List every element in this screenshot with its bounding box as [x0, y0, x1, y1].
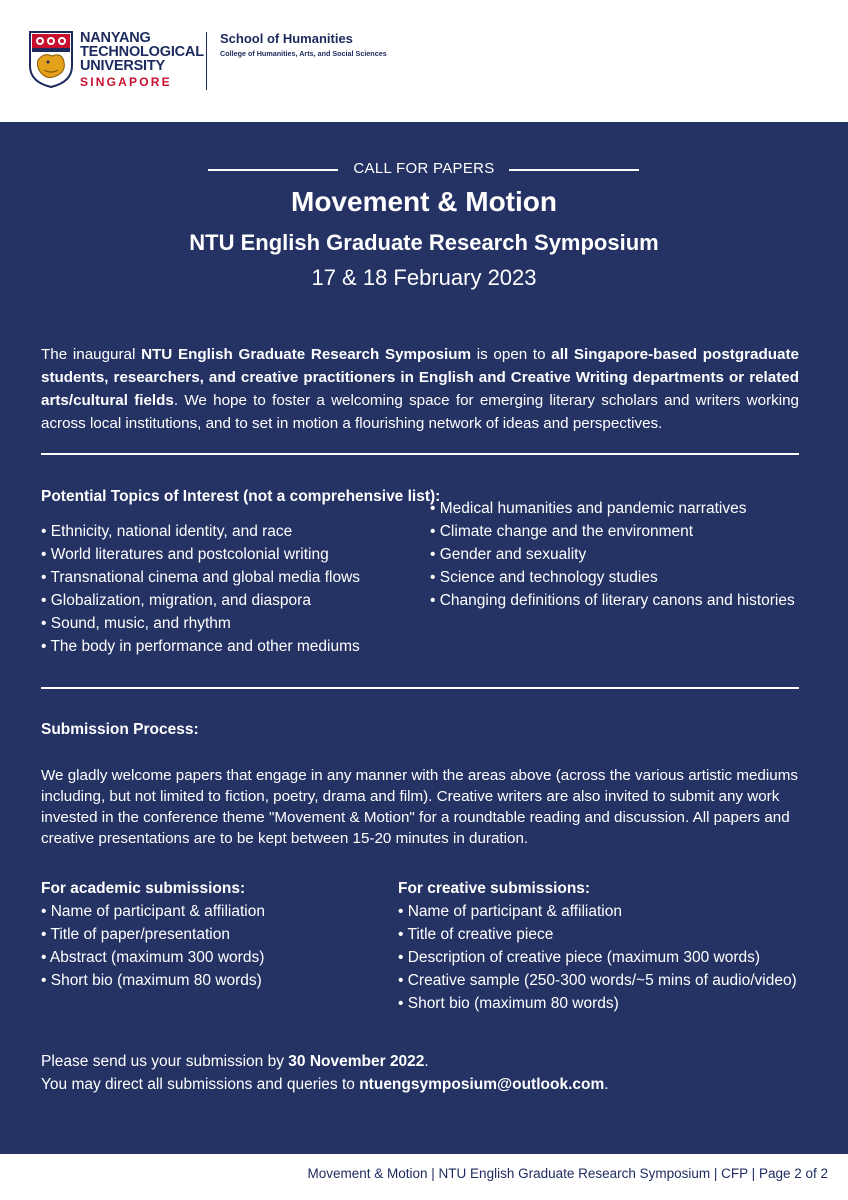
academic-heading: For academic submissions:	[41, 880, 246, 897]
creative-heading: For creative submissions:	[398, 880, 591, 897]
event-subtitle: NTU English Graduate Research Symposium	[189, 230, 659, 255]
section-divider	[41, 453, 799, 455]
kicker-rule-right	[509, 169, 639, 171]
requirement-item: • Abstract (maximum 300 words)	[41, 949, 265, 966]
university-name-line: UNIVERSITY	[80, 58, 166, 74]
topic-item: • Globalization, migration, and diaspora	[41, 592, 311, 609]
topic-item: • Ethnicity, national identity, and race	[41, 523, 293, 540]
intro-text: The inaugural	[41, 346, 142, 363]
requirement-item: • Creative sample (250-300 words/~5 mins of audio/video)	[398, 972, 797, 989]
closing-text-part: .	[424, 1053, 429, 1070]
requirement-item: • Name of participant & affiliation	[41, 903, 265, 920]
kicker-row	[0, 160, 848, 180]
intro-text: . We hope to foster a welcoming space for emerging literary scholars and writers working across local institutions, and to set in motion a flourishing network of ideas and perspectives.	[41, 392, 799, 432]
deadline-line	[41, 1050, 609, 1073]
intro-bold: all Singapore-based postgraduate students, researchers, and creative practitioners in English and Creative Writing departments or related arts/cultural fields	[41, 346, 799, 409]
content-panel	[0, 122, 848, 1154]
university-name-line: NANYANG	[80, 30, 151, 46]
topics-list-right	[430, 497, 795, 612]
event-date: 17 & 18 February 2023	[311, 265, 537, 290]
deadline-date: 30 November 2022	[288, 1053, 425, 1070]
kicker-text: CALL FOR PAPERS	[353, 160, 495, 177]
topic-item: • Medical humanities and pandemic narratives	[430, 500, 747, 517]
contact-email-link[interactable]: ntuengsymposium@outlook.com	[359, 1076, 605, 1093]
topic-item: • Science and technology studies	[430, 569, 658, 586]
requirement-item: • Title of creative piece	[398, 926, 554, 943]
intro-bold: NTU English Graduate Research Symposium	[141, 346, 472, 363]
requirement-item: • Short bio (maximum 80 words)	[41, 972, 262, 989]
event-title: Movement & Motion	[291, 186, 557, 217]
contact-line	[41, 1073, 609, 1096]
closing-text-part: You may direct all submissions and queries to	[41, 1076, 360, 1093]
school-name: School of Humanities	[220, 31, 353, 46]
university-name-line: TECHNOLOGICAL	[80, 44, 204, 60]
university-name	[80, 31, 204, 89]
page-footer: Movement & Motion | NTU English Graduate Research Symposium | CFP | Page 2 of 2	[307, 1166, 828, 1181]
topic-item: • Climate change and the environment	[430, 523, 694, 540]
topic-item: • Changing definitions of literary canons and histories	[430, 592, 795, 609]
creative-requirements	[398, 877, 797, 1015]
page-header	[0, 0, 848, 122]
academic-requirements	[41, 877, 265, 992]
topics-heading: Potential Topics of Interest (not a comprehensive list):	[41, 488, 441, 505]
topic-item: • Gender and sexuality	[430, 546, 587, 563]
closing-text-part: Please send us your submission by	[41, 1053, 289, 1070]
intro-text: is open to	[471, 346, 552, 363]
university-location: SINGAPORE	[80, 75, 172, 89]
topic-item: • World literatures and postcolonial writing	[41, 546, 329, 563]
requirement-item: • Title of paper/presentation	[41, 926, 230, 943]
closing-text-part: .	[604, 1076, 609, 1093]
topic-item: • Transnational cinema and global media flows	[41, 569, 361, 586]
college-name: College of Humanities, Arts, and Social Sciences	[220, 49, 387, 58]
topics-list-left	[41, 520, 360, 658]
submission-paragraph: We gladly welcome papers that engage in any manner with the areas above (across the various artistic mediums including, but not limited to fiction, poetry, drama and film). Creative writers are also invited to submit any work invested in the conference theme "Movement & Motion" for a roundtable reading and discussion. All papers and creative presentations are to be kept between 15-20 minutes in duration.	[41, 767, 798, 847]
submission-heading: Submission Process:	[41, 721, 199, 738]
intro-paragraph	[41, 343, 799, 435]
section-divider	[41, 687, 799, 689]
topic-item: • The body in performance and other mediums	[41, 638, 360, 655]
requirement-item: • Description of creative piece (maximum 300 words)	[398, 949, 761, 966]
requirement-item: • Short bio (maximum 80 words)	[398, 995, 619, 1012]
closing-text	[41, 1050, 609, 1096]
header-divider	[206, 32, 207, 90]
ntu-crest-icon	[28, 30, 74, 88]
topic-item: • Sound, music, and rhythm	[41, 615, 231, 632]
requirement-item: • Name of participant & affiliation	[398, 903, 622, 920]
